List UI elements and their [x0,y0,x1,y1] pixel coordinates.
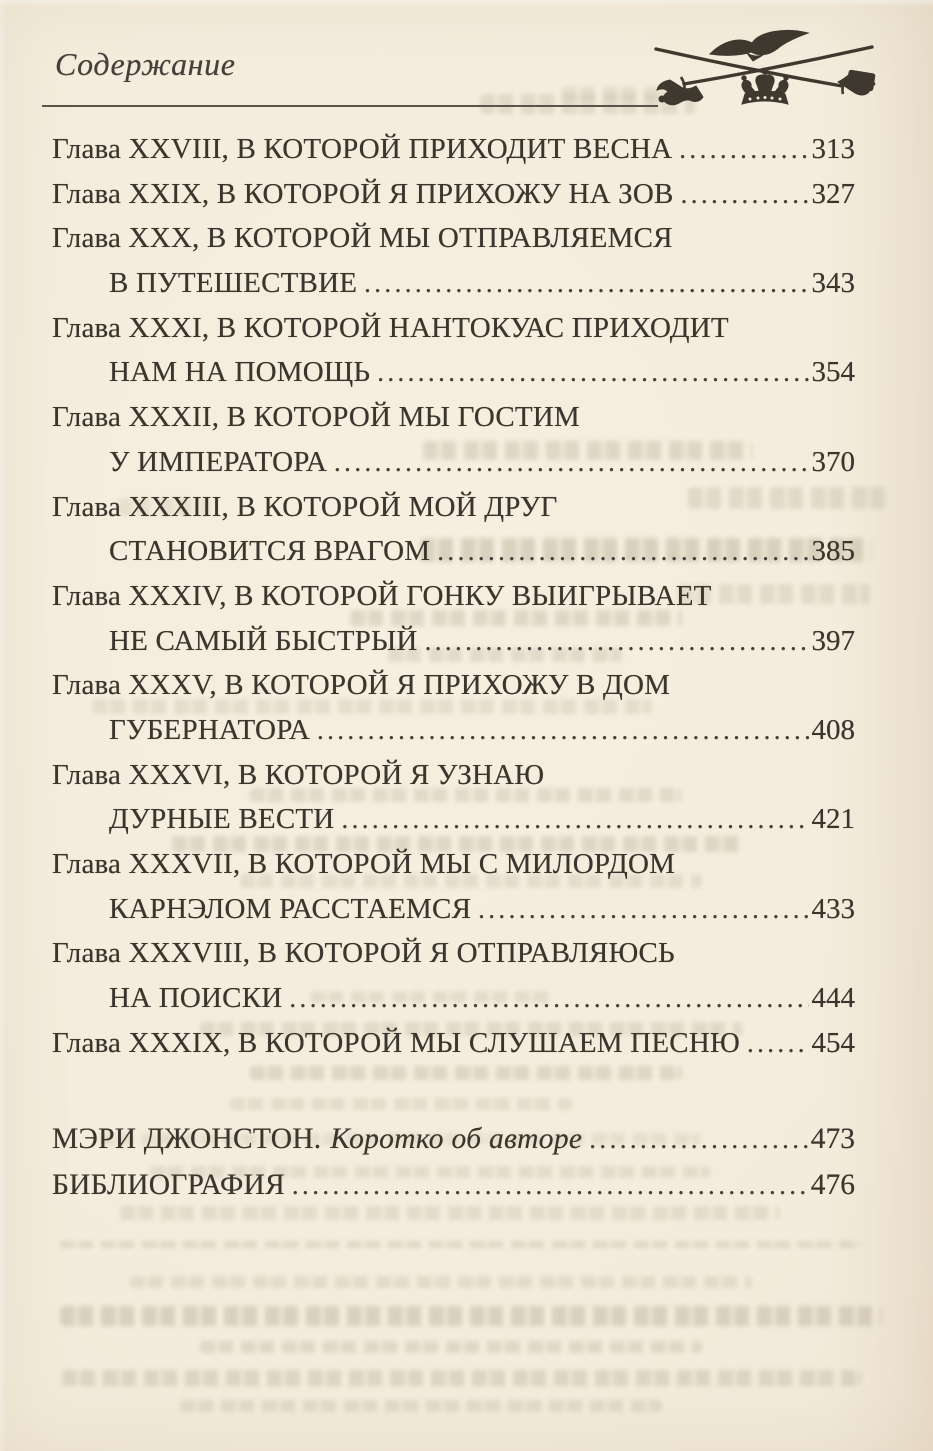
toc-entry-text: Глава XXXIX, В КОТОРОЙ МЫ СЛУШАЕМ ПЕСНЮ [52,1026,740,1059]
toc-entry-text: КАРНЭЛОМ РАССТАЕМСЯ [109,892,472,925]
toc-entry-line [52,127,855,172]
back-matter-list [52,1117,855,1208]
dot-leader [437,529,808,574]
toc-list [52,127,855,1065]
toc-entry-text: НАМ НА ПОМОЩЬ [109,356,371,389]
toc-entry-text: Глава XXXIII, В КОТОРОЙ МОЙ ДРУГ [52,490,558,523]
toc-entry-title-line [52,931,855,976]
toc-entry-continuation-line [52,976,855,1021]
toc-page-number: 313 [811,133,855,165]
toc-entry-title-line [52,395,855,440]
toc-entry-continuation-line [52,350,855,395]
toc-entry-text: Глава XXX, В КОТОРОЙ МЫ ОТПРАВЛЯЕМСЯ [52,222,673,255]
back-matter-text: МЭРИ ДЖОНСТОН. [52,1123,322,1155]
dot-leader [425,619,809,664]
bleedthrough-smudge [60,1241,860,1248]
toc-entry-text: В ПУТЕШЕСТВИЕ [109,267,358,300]
toc-entry-text: НА ПОИСКИ [109,982,283,1015]
toc-entry-title-line [52,485,855,530]
toc-entry-line [52,172,855,217]
toc-entry-title-line [52,306,855,351]
back-matter-entry [52,1117,855,1163]
dot-leader [289,976,808,1021]
dot-leader [681,172,809,217]
toc-entry-text: Глава XXXI, В КОТОРОЙ НАНТОКУАС ПРИХОДИТ [52,311,729,344]
dot-leader [679,127,808,172]
eagle-icon [710,30,808,61]
toc-entry-line [52,1021,855,1066]
toc-entry-title-line [52,574,855,619]
toc-entry-text: Глава XXXVII, В КОТОРОЙ МЫ С МИЛОРДОМ [52,848,676,880]
toc-page-number: 433 [811,892,855,925]
toc-page-number: 385 [811,535,855,568]
toc-page-number: 408 [811,713,855,746]
toc-entry-title-line [52,663,855,708]
toc-entry-continuation-line [52,261,855,306]
toc-entry-continuation-line [52,887,855,932]
page-title: Содержание [55,46,236,82]
toc-entry-title-line [52,216,855,261]
bleedthrough-smudge [230,1098,572,1110]
toc-entry-text: У ИМПЕРАТОРА [109,445,328,478]
toc-entry-continuation-line [52,797,855,842]
toc-page-number: 354 [811,356,855,389]
dot-leader [377,350,808,395]
toc-entry-text: НЕ САМЫЙ БЫСТРЫЙ [109,624,418,657]
bleedthrough-smudge [180,1400,662,1412]
toc-entry-title-line [52,842,855,887]
bleedthrough-smudge [130,1276,752,1288]
dot-leader [317,708,809,753]
dot-leader [292,1163,808,1209]
dot-leader [747,1021,809,1066]
back-matter-subtitle: Коротко об авторе [330,1123,583,1155]
dot-leader [341,797,808,842]
header-rule [42,105,658,107]
toc-entry-text: Глава XXXIV, В КОТОРОЙ ГОНКУ ВЫИГРЫВАЕТ [52,579,712,612]
toc-page-number: 421 [811,803,855,836]
bleedthrough-smudge [250,1066,682,1080]
toc-entry-text: Глава XXIX, В КОТОРОЙ Я ПРИХОЖУ НА ЗОВ [52,177,674,210]
back-matter-entry [52,1163,855,1209]
toc-page-number: 370 [811,445,855,478]
crossed-sabers-emblem [650,22,878,116]
dot-leader [478,887,808,932]
toc-entry-text: Глава XXVIII, В КОТОРОЙ ПРИХОДИТ ВЕСНА [52,133,673,165]
back-matter-page-number: 476 [810,1168,855,1201]
toc-page-number: 327 [811,177,855,210]
toc-entry-continuation-line [52,619,855,664]
toc-entry-text: Глава XXXV, В КОТОРОЙ Я ПРИХОЖУ В ДОМ [52,669,671,702]
toc-entry-continuation-line [52,708,855,753]
toc-entry-continuation-line [52,440,855,485]
toc-entry-text: ДУРНЫЕ ВЕСТИ [109,803,335,836]
toc-page-number: 397 [811,624,855,657]
toc-entry-text: СТАНОВИТСЯ ВРАГОМ [109,535,431,568]
toc-page-number: 343 [811,267,855,300]
bleedthrough-smudge [120,1206,780,1220]
toc-page-number: 444 [811,982,855,1015]
toc-page-number: 454 [811,1026,855,1059]
back-matter-page-number: 473 [810,1123,855,1155]
bleedthrough-smudge [60,1306,882,1326]
back-matter-text: БИБЛИОГРАФИЯ [52,1168,285,1201]
dot-leader [334,440,808,485]
toc-entry-text: Глава XXXII, В КОТОРОЙ МЫ ГОСТИМ [52,401,580,434]
bleedthrough-smudge [62,1370,862,1386]
toc-entry-text: Глава XXXVIII, В КОТОРОЙ Я ОТПРАВЛЯЮСЬ [52,937,675,970]
toc-entry-title-line [52,753,855,798]
toc-entry-text: ГУБЕРНАТОРА [109,713,310,746]
bleedthrough-smudge [200,1341,702,1353]
dot-leader [364,261,808,306]
toc-entry-text: Глава XXXVI, В КОТОРОЙ Я УЗНАЮ [52,758,545,791]
toc-entry-continuation-line [52,529,855,574]
dot-leader [589,1117,807,1163]
